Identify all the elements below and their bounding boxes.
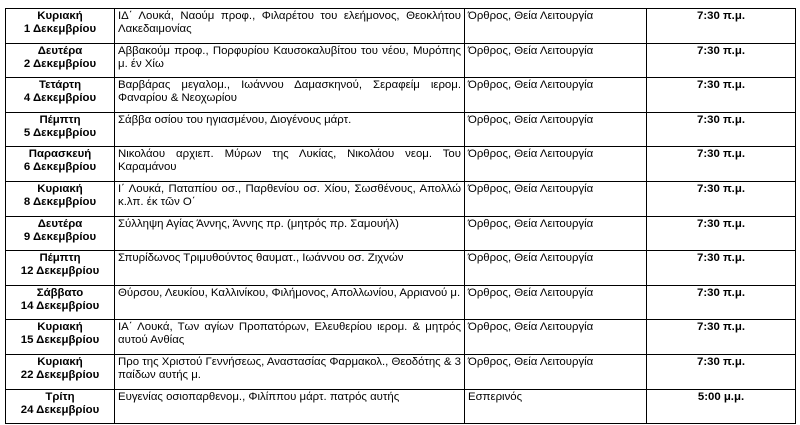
date-cell (6, 389, 115, 424)
saints-cell: Ευγενίας οσιοπαρθενομ., Φιλίππου μάρτ. πατρός αυτής (115, 389, 465, 424)
day-name: Πέμπτη (39, 252, 81, 265)
saints-cell: Σύλληψη Αγίας Άννης, Άννης πρ. (μητρός πρ. Σαμουήλ) (115, 216, 465, 251)
table-row (6, 78, 796, 113)
date-label: 14 Δεκεμβρίου (20, 299, 100, 312)
saints-cell: Ι΄ Λουκά, Παταπίου οσ., Παρθενίου οσ. Χίου, Σωσθένους, Απολλώ κ.λπ. έκ τῶν Ο΄ (115, 181, 465, 216)
service-cell: Όρθρος, Θεία Λειτουργία (465, 78, 647, 113)
day-name: Κυριακή (37, 10, 83, 22)
schedule-body (6, 9, 796, 424)
time-cell: 7:30 π.μ. (647, 320, 796, 355)
day-name: Παρασκευή (28, 148, 92, 161)
saints-cell: Βαρβάρας μεγαλομ., Ιωάννου Δαμασκηνού, Σεραφείμ ιερομ. Φαναρίου & Νεοχωρίου (115, 78, 465, 113)
date-label: 9 Δεκεμβρίου (23, 230, 97, 243)
table-row (6, 181, 796, 216)
date-cell (6, 9, 115, 44)
date-cell (6, 78, 115, 113)
saints-cell: Θύρσου, Λευκίου, Καλλινίκου, Φιλήμονος, Απολλωνίου, Αρριανού μ. (115, 285, 465, 320)
service-cell: Όρθρος, Θεία Λειτουργία (465, 285, 647, 320)
service-cell: Εσπερινός (465, 389, 647, 424)
day-name: Κυριακή (37, 321, 83, 334)
date-label: 1 Δεκεμβρίου (23, 23, 97, 35)
time-cell: 7:30 π.μ. (647, 78, 796, 113)
time-cell: 7:30 π.μ. (647, 43, 796, 78)
date-cell (6, 216, 115, 251)
saints-cell: ΙΔ΄ Λουκά, Ναούμ προφ., Φιλαρέτου του ελεήμονος, Θεοκλήτου Λακεδαιμονίας (115, 9, 465, 44)
date-label: 15 Δεκεμβρίου (20, 334, 100, 347)
date-cell (6, 251, 115, 286)
date-cell (6, 43, 115, 78)
date-cell (6, 181, 115, 216)
day-name: Δευτέρα (37, 217, 83, 230)
service-cell: Όρθρος, Θεία Λειτουργία (465, 320, 647, 355)
table-row (6, 251, 796, 286)
table-row (6, 9, 796, 44)
day-name: Δευτέρα (37, 44, 83, 57)
day-name: Τρίτη (45, 390, 75, 403)
table-row (6, 147, 796, 182)
table-row (6, 354, 796, 389)
time-cell: 5:00 μ.μ. (647, 389, 796, 424)
time-cell: 7:30 π.μ. (647, 285, 796, 320)
date-cell (6, 147, 115, 182)
date-cell (6, 320, 115, 355)
day-name: Κυριακή (37, 182, 83, 195)
date-cell (6, 285, 115, 320)
date-label: 24 Δεκεμβρίου (20, 403, 100, 416)
saints-cell: Αββακούμ προφ., Πορφυρίου Καυσοκαλυβίτου του νέου, Μυρόπης μ. έν Χίω (115, 43, 465, 78)
saints-cell: Νικολάου αρχιεπ. Μύρων της Λυκίας, Νικολάου νεομ. Του Καραμάνου (115, 147, 465, 182)
service-cell: Όρθρος, Θεία Λειτουργία (465, 9, 647, 44)
service-cell: Όρθρος, Θεία Λειτουργία (465, 251, 647, 286)
saints-cell: Σπυρίδωνος Τριμυθούντος θαυματ., Ιωάννου οσ. Ζιχνών (115, 251, 465, 286)
services-schedule-table (5, 8, 796, 424)
time-cell: 7:30 π.μ. (647, 354, 796, 389)
saints-cell: ΙΑ΄ Λουκά, Των αγίων Προπατόρων, Ελευθερίου ιερομ. & μητρός αυτού Ανθίας (115, 320, 465, 355)
table-row (6, 112, 796, 147)
date-cell (6, 112, 115, 147)
table-row (6, 216, 796, 251)
service-cell: Όρθρος, Θεία Λειτουργία (465, 181, 647, 216)
time-cell: 7:30 π.μ. (647, 216, 796, 251)
date-label: 2 Δεκεμβρίου (23, 57, 97, 70)
time-cell: 7:30 π.μ. (647, 251, 796, 286)
saints-cell: Προ της Χριστού Γεννήσεως, Αναστασίας Φαρμακολ., Θεοδότης & 3 παίδων αυτής μ. (115, 354, 465, 389)
time-cell: 7:30 π.μ. (647, 147, 796, 182)
date-cell (6, 354, 115, 389)
day-name: Σάββατο (36, 286, 84, 299)
time-cell: 7:30 π.μ. (647, 181, 796, 216)
table-row (6, 43, 796, 78)
service-cell: Όρθρος, Θεία Λειτουργία (465, 147, 647, 182)
service-cell: Όρθρος, Θεία Λειτουργία (465, 216, 647, 251)
service-cell: Όρθρος, Θεία Λειτουργία (465, 112, 647, 147)
table-row (6, 320, 796, 355)
day-name: Τετάρτη (38, 79, 82, 92)
date-label: 5 Δεκεμβρίου (23, 126, 97, 139)
day-name: Κυριακή (37, 355, 83, 368)
date-label: 8 Δεκεμβρίου (23, 195, 97, 208)
service-cell: Όρθρος, Θεία Λειτουργία (465, 354, 647, 389)
day-name: Πέμπτη (39, 113, 81, 126)
service-cell: Όρθρος, Θεία Λειτουργία (465, 43, 647, 78)
date-label: 6 Δεκεμβρίου (23, 161, 97, 174)
date-label: 12 Δεκεμβρίου (20, 265, 100, 278)
table-row (6, 285, 796, 320)
time-cell: 7:30 π.μ. (647, 9, 796, 44)
table-row (6, 389, 796, 424)
saints-cell: Σάββα οσίου του ηγιασμένου, Διογένους μάρτ. (115, 112, 465, 147)
date-label: 22 Δεκεμβρίου (20, 368, 100, 381)
date-label: 4 Δεκεμβρίου (23, 92, 97, 105)
time-cell: 7:30 π.μ. (647, 112, 796, 147)
